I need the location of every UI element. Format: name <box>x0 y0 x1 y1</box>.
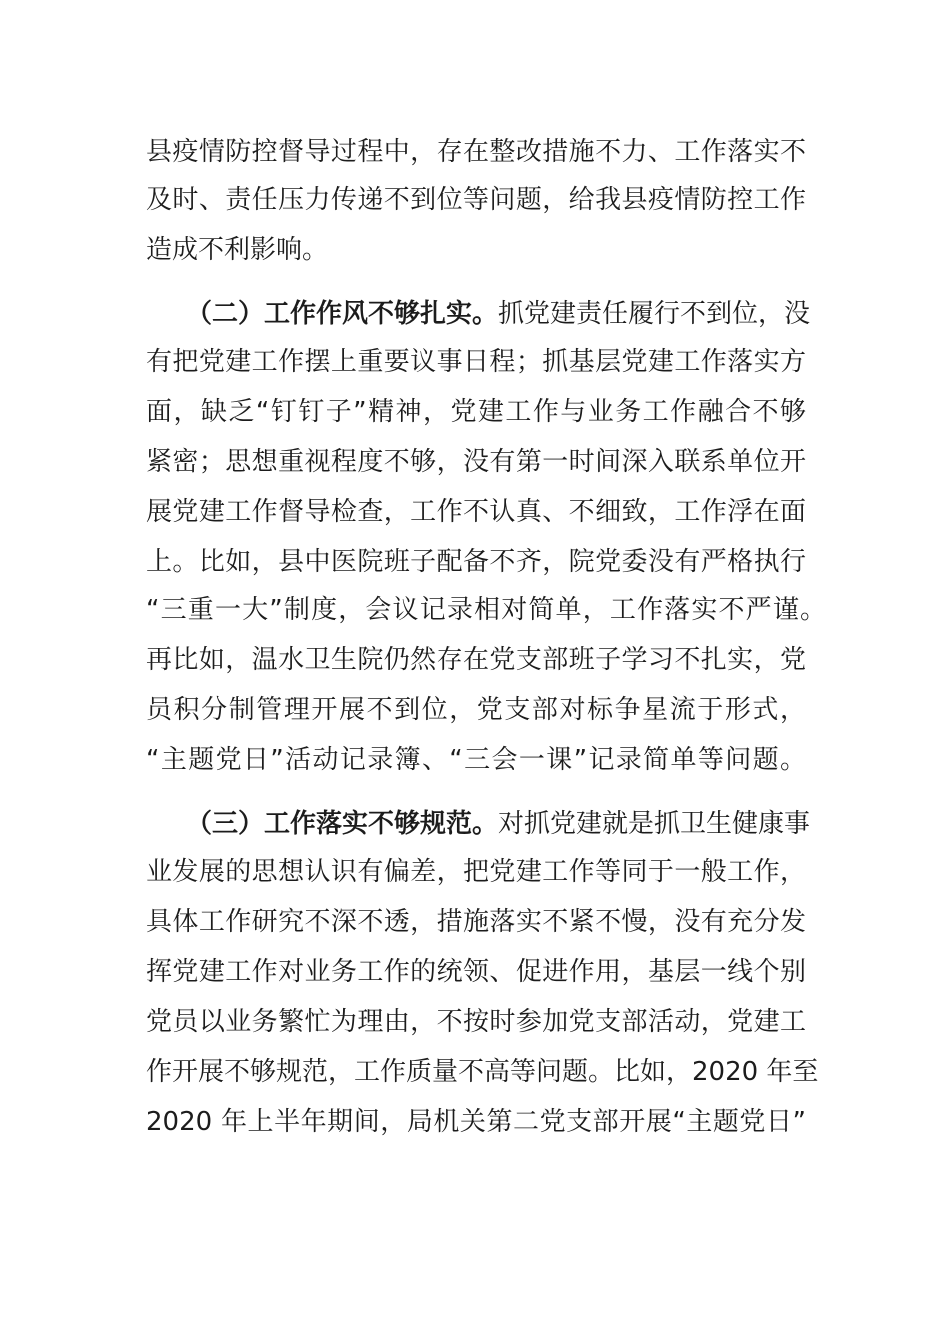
paragraph-3-first-line-text: 对抓党建就是抓卫生健康事 <box>498 809 811 839</box>
paragraph-2-line-10: “主题党日”活动记录簿、“三会一课”记录简单等问题。 <box>146 745 806 775</box>
paragraph-2-line-3: 面，缺乏“钉钉子”精神，党建工作与业务工作融合不够 <box>146 397 806 427</box>
paragraph-1-line-1: 县疫情防控督导过程中，存在整改措施不力、工作落实不 <box>146 137 806 167</box>
paragraph-1-line-3: 造成不利影响。 <box>146 235 329 265</box>
paragraph-2-line-5: 展党建工作督导检查，工作不认真、不细致，工作浮在面 <box>146 497 806 527</box>
paragraph-2-first-line-text: 抓党建责任履行不到位，没 <box>498 299 811 329</box>
paragraph-1-line-2: 及时、责任压力传递不到位等问题，给我县疫情防控工作 <box>146 185 806 215</box>
paragraph-3-first-line <box>186 808 810 840</box>
paragraph-3-line-3: 具体工作研究不深不透，措施落实不紧不慢，没有充分发 <box>146 907 806 937</box>
paragraph-2-line-7: “三重一大”制度，会议记录相对简单，工作落实不严谨。 <box>146 595 826 625</box>
paragraph-2-line-4: 紧密；思想重视程度不够，没有第一时间深入联系单位开 <box>146 447 806 477</box>
paragraph-3-line-5: 党员以业务繁忙为理由，不按时参加党支部活动，党建工 <box>146 1007 806 1037</box>
paragraph-3-line-6: 作开展不够规范，工作质量不高等问题。比如，2020 年至 <box>146 1057 819 1087</box>
paragraph-3-heading: （三）工作落实不够规范。 <box>186 809 499 839</box>
paragraph-2-line-6: 上。比如，县中医院班子配备不齐，院党委没有严格执行 <box>146 547 806 577</box>
paragraph-3-line-2: 业发展的思想认识有偏差，把党建工作等同于一般工作， <box>146 857 806 887</box>
paragraph-2-heading: （二）工作作风不够扎实。 <box>186 299 499 329</box>
paragraph-2-line-2: 有把党建工作摆上重要议事日程；抓基层党建工作落实方 <box>146 347 806 377</box>
paragraph-3-line-4: 挥党建工作对业务工作的统领、促进作用，基层一线个别 <box>146 957 806 987</box>
paragraph-2-line-8: 再比如，温水卫生院仍然存在党支部班子学习不扎实，党 <box>146 645 806 675</box>
paragraph-2-first-line <box>186 298 810 330</box>
paragraph-3-line-7: 2020 年上半年期间，局机关第二党支部开展“主题党日” <box>146 1107 806 1137</box>
paragraph-2-line-9: 员积分制管理开展不到位，党支部对标争星流于形式， <box>146 695 806 725</box>
